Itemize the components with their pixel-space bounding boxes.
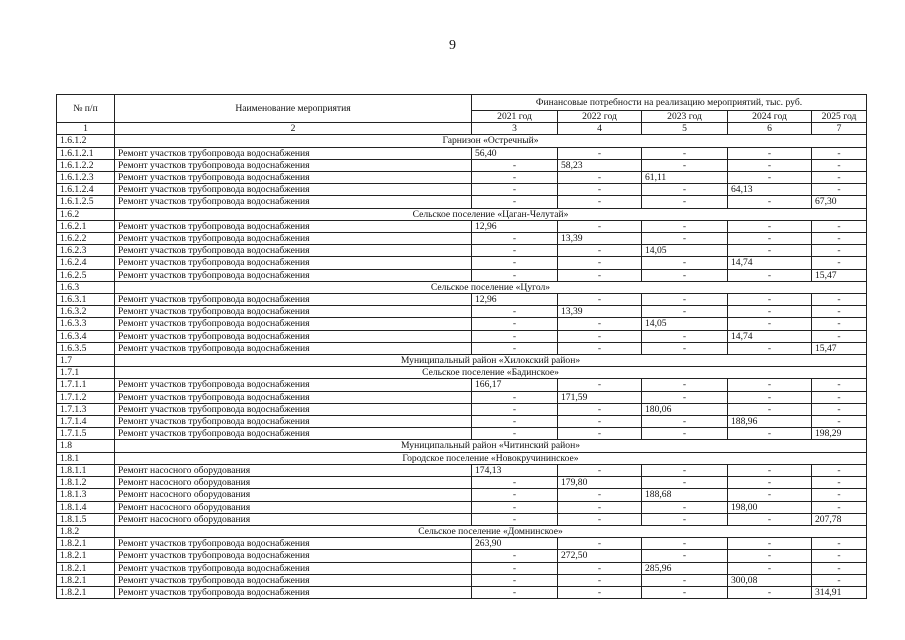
- value-cell: -: [728, 269, 812, 281]
- table-row: [57, 159, 867, 171]
- value-cell: -: [812, 477, 867, 489]
- value-cell: -: [642, 513, 728, 525]
- row-number: 1.6.3.4: [57, 330, 115, 342]
- table-group-row: [57, 440, 867, 452]
- value-cell: -: [558, 513, 642, 525]
- value-cell: 12,96: [472, 220, 558, 232]
- value-cell: -: [812, 233, 867, 245]
- row-name: Ремонт участков трубопровода водоснабжения: [115, 245, 472, 257]
- value-cell: -: [728, 464, 812, 476]
- value-cell: -: [472, 172, 558, 184]
- value-cell: 198,29: [812, 428, 867, 440]
- value-cell: -: [642, 379, 728, 391]
- table-row: [57, 538, 867, 550]
- value-cell: -: [472, 159, 558, 171]
- group-title: Сельское поселение «Бадинское»: [115, 367, 867, 379]
- row-number: 1.7.1: [57, 367, 115, 379]
- value-cell: -: [728, 147, 812, 159]
- row-name: Ремонт участков трубопровода водоснабжения: [115, 172, 472, 184]
- index-cell: 2: [115, 123, 472, 135]
- table-group-row: [57, 135, 867, 147]
- table-row: [57, 196, 867, 208]
- value-cell: -: [558, 538, 642, 550]
- row-name: Ремонт участков трубопровода водоснабжения: [115, 269, 472, 281]
- table-row: [57, 245, 867, 257]
- value-cell: -: [728, 550, 812, 562]
- value-cell: -: [472, 196, 558, 208]
- row-number: 1.8.2: [57, 525, 115, 537]
- value-cell: -: [558, 245, 642, 257]
- value-cell: 174,13: [472, 464, 558, 476]
- value-cell: 166,17: [472, 379, 558, 391]
- row-number: 1.6.3.3: [57, 318, 115, 330]
- row-name: Ремонт участков трубопровода водоснабжения: [115, 562, 472, 574]
- value-cell: -: [642, 538, 728, 550]
- row-number: 1.6.3: [57, 281, 115, 293]
- table-row: [57, 574, 867, 586]
- table-group-row: [57, 355, 867, 367]
- value-cell: 180,06: [642, 403, 728, 415]
- value-cell: 188,96: [728, 416, 812, 428]
- row-name: Ремонт участков трубопровода водоснабжения: [115, 184, 472, 196]
- table-group-row: [57, 452, 867, 464]
- index-cell: 6: [728, 123, 812, 135]
- row-number: 1.6.2.1: [57, 220, 115, 232]
- row-number: 1.8.1.3: [57, 489, 115, 501]
- row-number: 1.6.1.2.4: [57, 184, 115, 196]
- value-cell: -: [472, 330, 558, 342]
- row-number: 1.6.2.5: [57, 269, 115, 281]
- table-header: [57, 95, 867, 135]
- row-name: Ремонт участков трубопровода водоснабжения: [115, 586, 472, 598]
- value-cell: -: [642, 196, 728, 208]
- value-cell: 61,11: [642, 172, 728, 184]
- row-name: Ремонт участков трубопровода водоснабжения: [115, 403, 472, 415]
- value-cell: 263,90: [472, 538, 558, 550]
- value-cell: -: [472, 269, 558, 281]
- row-name: Ремонт участков трубопровода водоснабжения: [115, 574, 472, 586]
- group-title: Сельское поселение «Домнинское»: [115, 525, 867, 537]
- value-cell: -: [642, 391, 728, 403]
- header-year: 2021 год: [472, 111, 558, 123]
- value-cell: -: [558, 184, 642, 196]
- value-cell: -: [812, 220, 867, 232]
- value-cell: -: [642, 147, 728, 159]
- value-cell: -: [812, 379, 867, 391]
- table-row: [57, 172, 867, 184]
- value-cell: -: [472, 562, 558, 574]
- table-row: [57, 147, 867, 159]
- table-row: [57, 416, 867, 428]
- value-cell: 15,47: [812, 269, 867, 281]
- row-name: Ремонт участков трубопровода водоснабжения: [115, 294, 472, 306]
- value-cell: -: [642, 159, 728, 171]
- value-cell: -: [728, 562, 812, 574]
- value-cell: -: [558, 172, 642, 184]
- value-cell: 198,00: [728, 501, 812, 513]
- value-cell: -: [728, 318, 812, 330]
- row-name: Ремонт насосного оборудования: [115, 513, 472, 525]
- value-cell: -: [728, 538, 812, 550]
- row-number: 1.6.1.2.2: [57, 159, 115, 171]
- table-row: [57, 562, 867, 574]
- value-cell: -: [472, 306, 558, 318]
- header-year: 2025 год: [812, 111, 867, 123]
- value-cell: -: [728, 342, 812, 354]
- row-number: 1.7.1.4: [57, 416, 115, 428]
- row-name: Ремонт участков трубопровода водоснабжения: [115, 550, 472, 562]
- row-name: Ремонт участков трубопровода водоснабжения: [115, 342, 472, 354]
- value-cell: -: [642, 269, 728, 281]
- value-cell: -: [472, 428, 558, 440]
- row-number: 1.8.1.1: [57, 464, 115, 476]
- value-cell: 14,74: [728, 330, 812, 342]
- value-cell: -: [728, 172, 812, 184]
- table-row: [57, 391, 867, 403]
- table-row: [57, 233, 867, 245]
- row-name: Ремонт насосного оборудования: [115, 489, 472, 501]
- table-row: [57, 428, 867, 440]
- value-cell: -: [472, 477, 558, 489]
- row-number: 1.7.1.1: [57, 379, 115, 391]
- index-cell: 7: [812, 123, 867, 135]
- row-number: 1.6.1.2.5: [57, 196, 115, 208]
- value-cell: -: [642, 306, 728, 318]
- value-cell: 272,50: [558, 550, 642, 562]
- value-cell: -: [472, 489, 558, 501]
- value-cell: -: [812, 330, 867, 342]
- value-cell: -: [812, 184, 867, 196]
- row-number: 1.8.2.1: [57, 574, 115, 586]
- table-group-row: [57, 525, 867, 537]
- table-row: [57, 477, 867, 489]
- value-cell: -: [642, 257, 728, 269]
- value-cell: -: [728, 306, 812, 318]
- value-cell: -: [558, 501, 642, 513]
- value-cell: 13,39: [558, 306, 642, 318]
- row-number: 1.8.2.1: [57, 586, 115, 598]
- table-row: [57, 257, 867, 269]
- value-cell: 314,91: [812, 586, 867, 598]
- value-cell: -: [558, 464, 642, 476]
- value-cell: -: [812, 562, 867, 574]
- value-cell: -: [472, 391, 558, 403]
- value-cell: -: [812, 489, 867, 501]
- header-col-name: Наименование мероприятия: [115, 95, 472, 123]
- value-cell: 188,68: [642, 489, 728, 501]
- value-cell: -: [728, 489, 812, 501]
- row-name: Ремонт насосного оборудования: [115, 477, 472, 489]
- row-name: Ремонт участков трубопровода водоснабжения: [115, 233, 472, 245]
- value-cell: 207,78: [812, 513, 867, 525]
- value-cell: -: [558, 147, 642, 159]
- index-cell: 5: [642, 123, 728, 135]
- value-cell: -: [728, 379, 812, 391]
- value-cell: -: [558, 379, 642, 391]
- row-number: 1.7: [57, 355, 115, 367]
- row-name: Ремонт участков трубопровода водоснабжения: [115, 159, 472, 171]
- row-number: 1.8.1.5: [57, 513, 115, 525]
- row-number: 1.8.2.1: [57, 562, 115, 574]
- value-cell: -: [472, 574, 558, 586]
- row-number: 1.6.2.2: [57, 233, 115, 245]
- value-cell: -: [558, 574, 642, 586]
- value-cell: -: [558, 428, 642, 440]
- row-number: 1.6.2.4: [57, 257, 115, 269]
- row-number: 1.7.1.3: [57, 403, 115, 415]
- value-cell: -: [728, 586, 812, 598]
- group-title: Сельское поселение «Цаган-Челутай»: [115, 208, 867, 220]
- row-number: 1.6.1.2.3: [57, 172, 115, 184]
- value-cell: -: [558, 586, 642, 598]
- value-cell: -: [728, 245, 812, 257]
- row-name: Ремонт участков трубопровода водоснабжения: [115, 416, 472, 428]
- table-row: [57, 550, 867, 562]
- value-cell: -: [812, 391, 867, 403]
- table-row: [57, 294, 867, 306]
- group-title: Сельское поселение «Цугол»: [115, 281, 867, 293]
- header-year: 2023 год: [642, 111, 728, 123]
- value-cell: 14,74: [728, 257, 812, 269]
- value-cell: -: [812, 306, 867, 318]
- value-cell: -: [472, 342, 558, 354]
- table-row: [57, 501, 867, 513]
- value-cell: -: [642, 477, 728, 489]
- value-cell: -: [642, 550, 728, 562]
- value-cell: -: [812, 159, 867, 171]
- header-year: 2024 год: [728, 111, 812, 123]
- row-name: Ремонт участков трубопровода водоснабжения: [115, 538, 472, 550]
- table-row: [57, 342, 867, 354]
- row-name: Ремонт насосного оборудования: [115, 501, 472, 513]
- table-body: [57, 135, 867, 599]
- value-cell: -: [558, 269, 642, 281]
- value-cell: -: [642, 501, 728, 513]
- table-group-row: [57, 208, 867, 220]
- value-cell: -: [728, 477, 812, 489]
- value-cell: -: [728, 196, 812, 208]
- row-number: 1.8.1: [57, 452, 115, 464]
- value-cell: -: [558, 342, 642, 354]
- value-cell: -: [728, 159, 812, 171]
- table-row: [57, 184, 867, 196]
- value-cell: 58,23: [558, 159, 642, 171]
- table-group-row: [57, 281, 867, 293]
- table-row: [57, 318, 867, 330]
- value-cell: -: [472, 550, 558, 562]
- value-cell: 15,47: [812, 342, 867, 354]
- value-cell: -: [728, 513, 812, 525]
- value-cell: -: [558, 403, 642, 415]
- index-cell: 3: [472, 123, 558, 135]
- value-cell: -: [642, 416, 728, 428]
- value-cell: -: [812, 464, 867, 476]
- value-cell: -: [642, 184, 728, 196]
- value-cell: -: [558, 416, 642, 428]
- value-cell: -: [558, 257, 642, 269]
- table-row: [57, 379, 867, 391]
- index-cell: 4: [558, 123, 642, 135]
- table-row: [57, 306, 867, 318]
- value-cell: -: [642, 586, 728, 598]
- row-number: 1.7.1.5: [57, 428, 115, 440]
- table-row: [57, 489, 867, 501]
- value-cell: -: [812, 172, 867, 184]
- value-cell: -: [812, 257, 867, 269]
- value-cell: -: [642, 233, 728, 245]
- row-number: 1.6.3.1: [57, 294, 115, 306]
- value-cell: -: [472, 586, 558, 598]
- value-cell: 67,30: [812, 196, 867, 208]
- value-cell: -: [642, 464, 728, 476]
- value-cell: 64,13: [728, 184, 812, 196]
- header-col-financing: Финансовые потребности на реализацию мероприятий, тыс. руб.: [472, 95, 867, 111]
- row-number: 1.8.2.1: [57, 550, 115, 562]
- value-cell: -: [472, 257, 558, 269]
- row-number: 1.7.1.2: [57, 391, 115, 403]
- table-row: [57, 464, 867, 476]
- value-cell: -: [812, 403, 867, 415]
- value-cell: -: [642, 330, 728, 342]
- financial-needs-table: [56, 94, 867, 599]
- value-cell: 12,96: [472, 294, 558, 306]
- value-cell: 300,08: [728, 574, 812, 586]
- table-row: [57, 403, 867, 415]
- value-cell: -: [728, 220, 812, 232]
- row-name: Ремонт участков трубопровода водоснабжения: [115, 220, 472, 232]
- value-cell: 171,59: [558, 391, 642, 403]
- value-cell: -: [642, 574, 728, 586]
- value-cell: -: [812, 574, 867, 586]
- row-name: Ремонт участков трубопровода водоснабжения: [115, 306, 472, 318]
- row-number: 1.8.1.2: [57, 477, 115, 489]
- row-number: 1.6.1.2: [57, 135, 115, 147]
- header-year: 2022 год: [558, 111, 642, 123]
- table-row: [57, 586, 867, 598]
- value-cell: 13,39: [558, 233, 642, 245]
- table-row: [57, 220, 867, 232]
- value-cell: -: [472, 233, 558, 245]
- value-cell: -: [558, 318, 642, 330]
- value-cell: -: [728, 403, 812, 415]
- row-name: Ремонт участков трубопровода водоснабжения: [115, 196, 472, 208]
- row-number: 1.6.3.2: [57, 306, 115, 318]
- group-title: Муниципальный район «Читинский район»: [115, 440, 867, 452]
- value-cell: -: [728, 294, 812, 306]
- row-number: 1.6.2: [57, 208, 115, 220]
- value-cell: -: [642, 294, 728, 306]
- value-cell: -: [812, 147, 867, 159]
- table-group-row: [57, 367, 867, 379]
- value-cell: -: [558, 196, 642, 208]
- value-cell: -: [472, 318, 558, 330]
- table-row: [57, 513, 867, 525]
- value-cell: -: [812, 318, 867, 330]
- value-cell: 179,80: [558, 477, 642, 489]
- value-cell: -: [642, 220, 728, 232]
- page-number: 9: [449, 38, 456, 53]
- row-name: Ремонт участков трубопровода водоснабжения: [115, 391, 472, 403]
- value-cell: -: [558, 562, 642, 574]
- value-cell: -: [728, 233, 812, 245]
- value-cell: 285,96: [642, 562, 728, 574]
- group-title: Муниципальный район «Хилокский район»: [115, 355, 867, 367]
- group-title: Гарнизон «Остречный»: [115, 135, 867, 147]
- value-cell: 14,05: [642, 318, 728, 330]
- value-cell: -: [728, 391, 812, 403]
- value-cell: -: [812, 501, 867, 513]
- value-cell: -: [472, 513, 558, 525]
- value-cell: -: [558, 294, 642, 306]
- row-number: 1.8.1.4: [57, 501, 115, 513]
- value-cell: -: [812, 294, 867, 306]
- value-cell: -: [642, 342, 728, 354]
- index-cell: 1: [57, 123, 115, 135]
- value-cell: 56,40: [472, 147, 558, 159]
- row-number: 1.6.2.3: [57, 245, 115, 257]
- row-name: Ремонт участков трубопровода водоснабжения: [115, 147, 472, 159]
- value-cell: -: [558, 330, 642, 342]
- value-cell: -: [472, 184, 558, 196]
- row-name: Ремонт участков трубопровода водоснабжения: [115, 379, 472, 391]
- row-name: Ремонт участков трубопровода водоснабжения: [115, 428, 472, 440]
- value-cell: -: [558, 489, 642, 501]
- value-cell: -: [812, 416, 867, 428]
- row-name: Ремонт участков трубопровода водоснабжения: [115, 318, 472, 330]
- header-col-number: № п/п: [57, 95, 115, 123]
- table-row: [57, 330, 867, 342]
- value-cell: -: [472, 416, 558, 428]
- value-cell: -: [558, 220, 642, 232]
- group-title: Городское поселение «Новокручининское»: [115, 452, 867, 464]
- value-cell: 14,05: [642, 245, 728, 257]
- value-cell: -: [812, 245, 867, 257]
- value-cell: -: [728, 428, 812, 440]
- row-name: Ремонт участков трубопровода водоснабжения: [115, 257, 472, 269]
- value-cell: -: [472, 245, 558, 257]
- value-cell: -: [472, 501, 558, 513]
- value-cell: -: [812, 550, 867, 562]
- row-name: Ремонт участков трубопровода водоснабжения: [115, 330, 472, 342]
- row-number: 1.6.3.5: [57, 342, 115, 354]
- row-number: 1.6.1.2.1: [57, 147, 115, 159]
- table-row: [57, 269, 867, 281]
- value-cell: -: [642, 428, 728, 440]
- row-number: 1.8.2.1: [57, 538, 115, 550]
- value-cell: -: [472, 403, 558, 415]
- value-cell: -: [812, 538, 867, 550]
- row-number: 1.8: [57, 440, 115, 452]
- row-name: Ремонт насосного оборудования: [115, 464, 472, 476]
